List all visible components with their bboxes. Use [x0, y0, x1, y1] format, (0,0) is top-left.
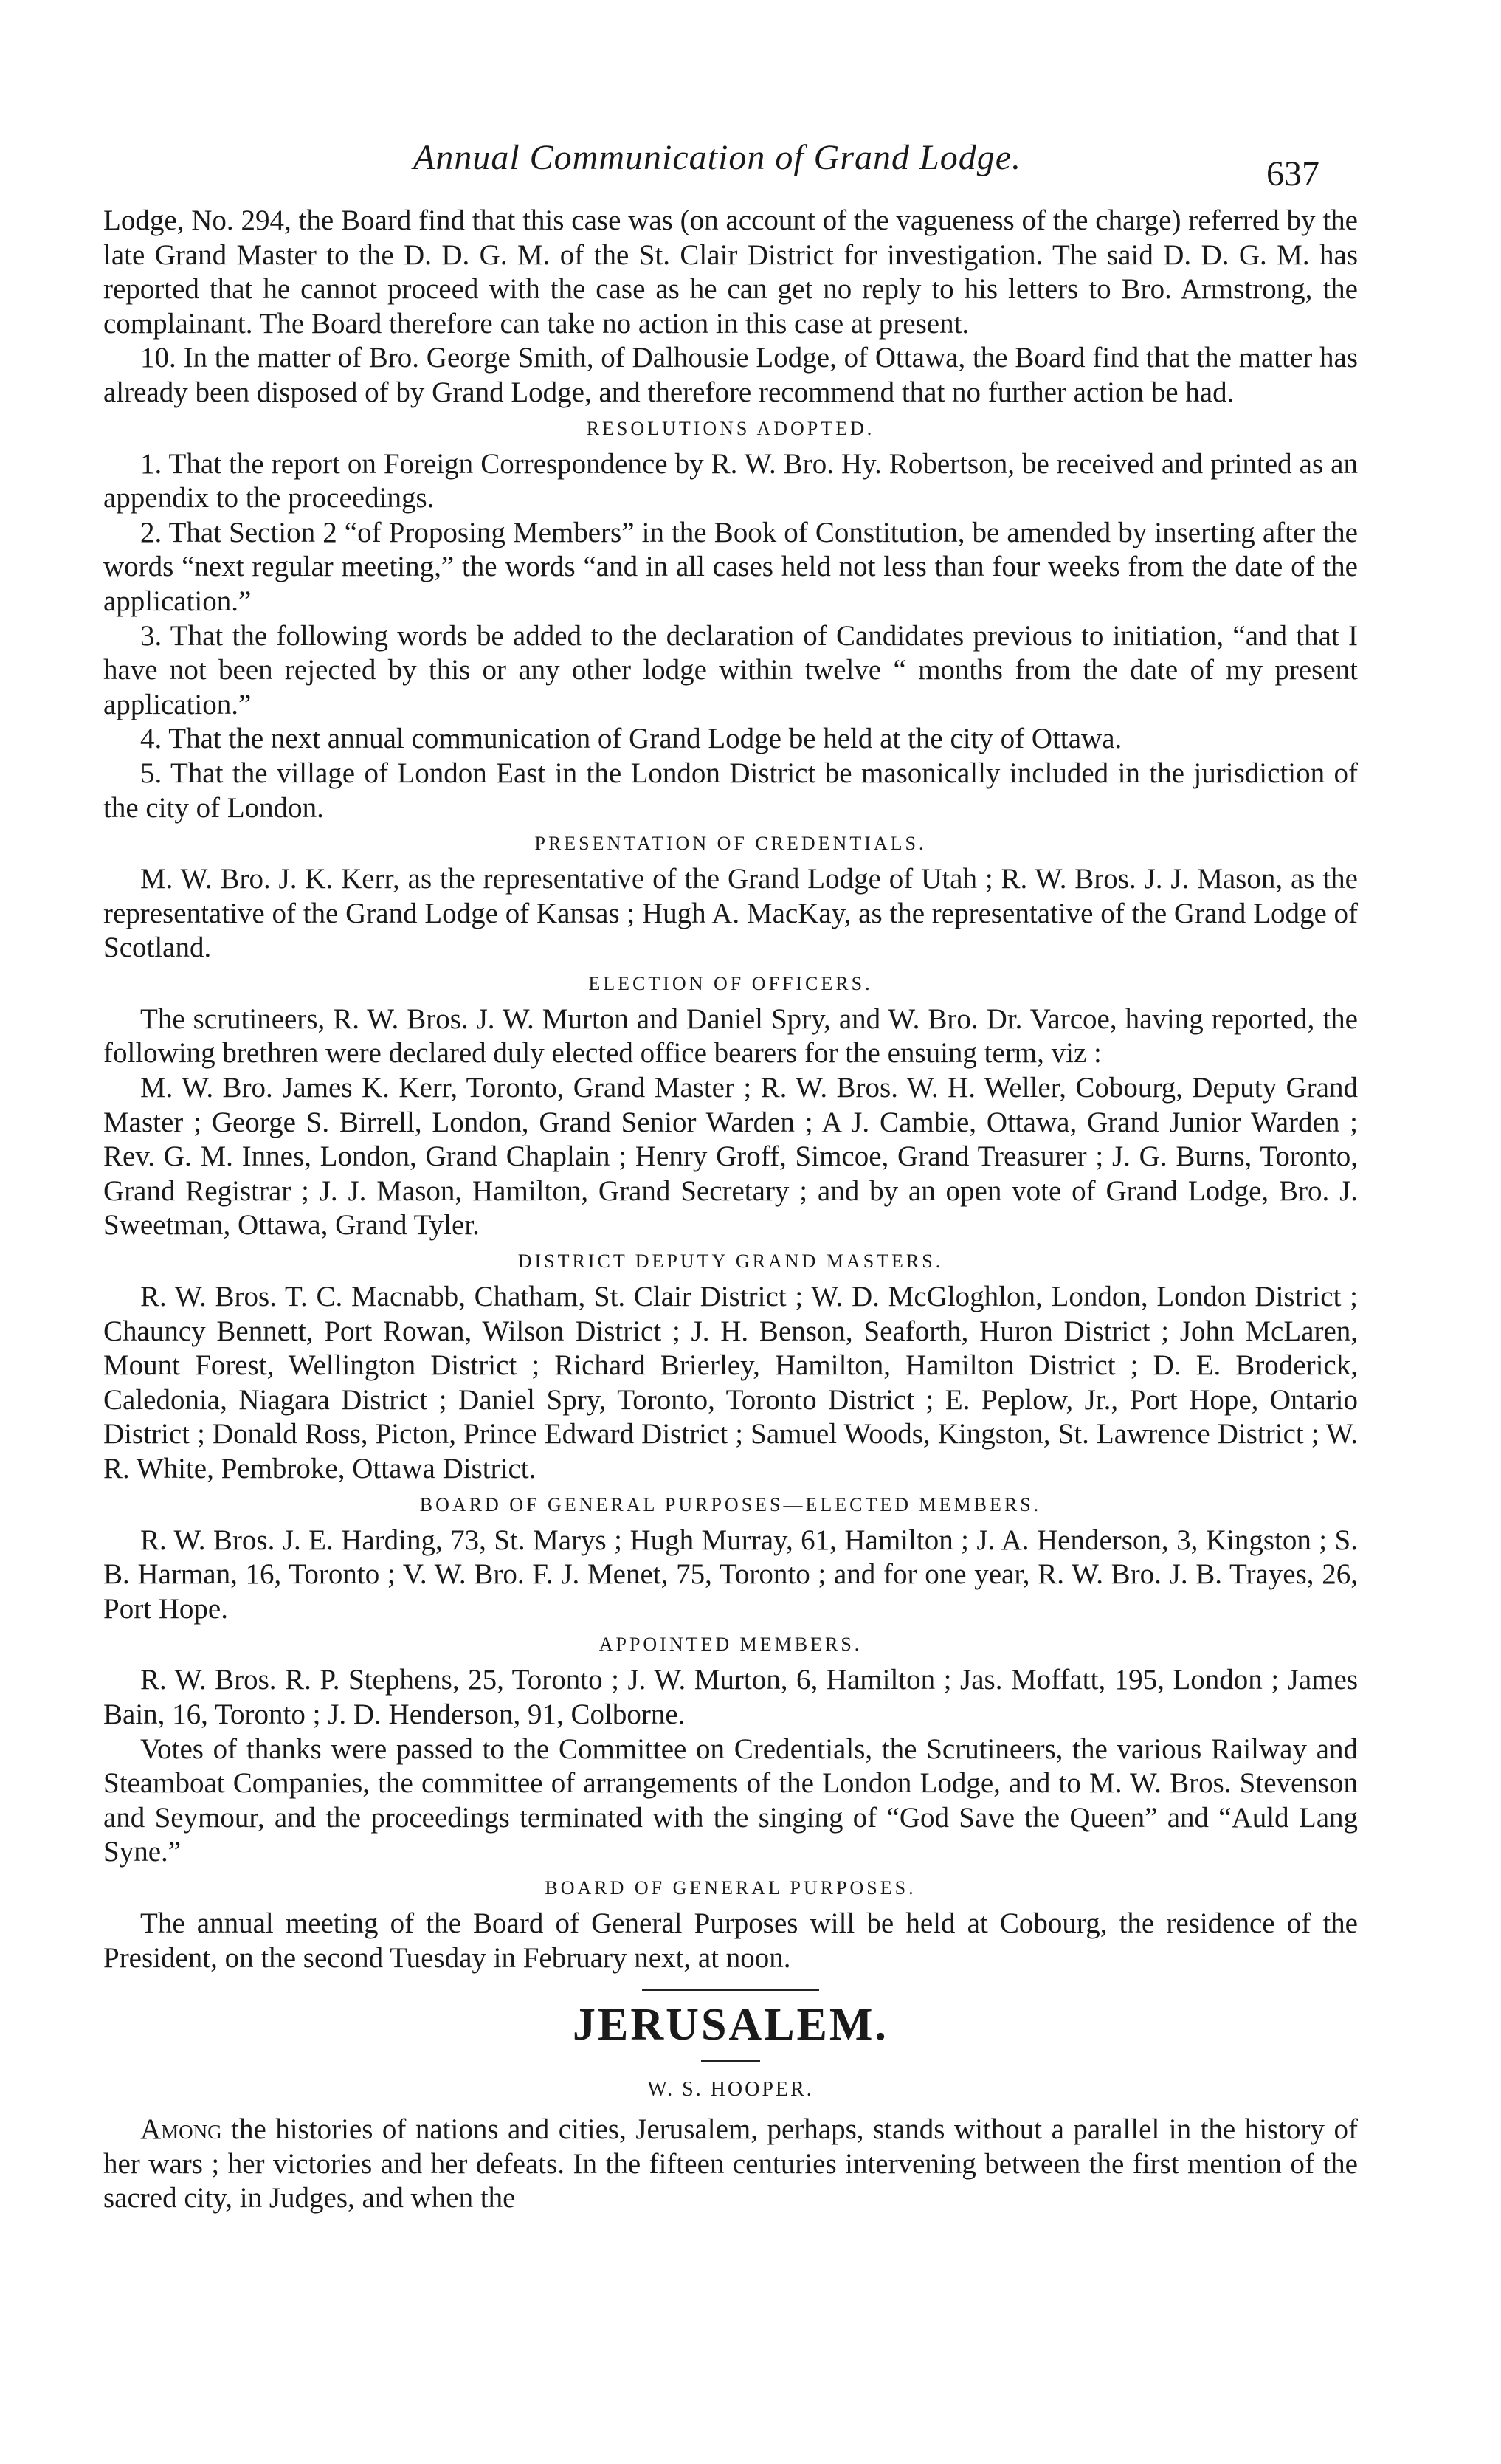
election-heading: ELECTION OF OFFICERS.	[588, 972, 873, 994]
credentials-heading: PRESENTATION OF CREDENTIALS.	[534, 833, 927, 855]
district-deputies-heading: DISTRICT DEPUTY GRAND MASTERS.	[517, 1250, 944, 1273]
board-general-heading: BOARD OF GENERAL PURPOSES.	[545, 1876, 917, 1899]
resolution-5: 5. That the village of London East in the London District be masonically included in the jurisdiction of the city of London.	[103, 757, 1358, 824]
resolution-4: 4. That the next annual communication of Grand Lodge be held at the city of Ottawa.	[140, 723, 1122, 755]
article-opening-paragraph	[103, 2113, 1358, 2216]
article-lead-in: Among	[140, 2113, 222, 2146]
item-10-paragraph: 10. In the matter of Bro. George Smith, of Dalhousie Lodge, of Ottawa, the Board find that the matter has already been disposed of by Grand Lodge, and therefore recommend that no further action be had.	[103, 342, 1358, 408]
board-elected-heading: BOARD OF GENERAL PURPOSES—ELECTED MEMBERS.	[419, 1493, 1042, 1515]
election-paragraph-2: M. W. Bro. James K. Kerr, Toronto, Grand Master ; R. W. Bros. W. H. Weller, Cobourg, Deputy Grand Master ; George S. Birrell, London, Grand Senior Warden ; A J. Cambie, Ottawa, Grand Junior Warden ; Rev. G. M. Innes, London, Grand Chaplain ; Henry Groff, Simcoe, Grand Treasurer ; J. G. Burns, Toronto, Grand Registrar ; J. J. Mason, Hamilton, Grand Secretary ; and by an open vote of Grand Lodge, Bro. J. Sweetman, Ottawa, Grand Tyler.	[103, 1072, 1358, 1242]
resolution-1: 1. That the report on Foreign Correspondence by R. W. Bro. Hy. Robertson, be received and printed as an appendix to the proceedings.	[103, 447, 1358, 515]
article-title: JERUSALEM.	[573, 2000, 888, 2051]
credentials-paragraph: M. W. Bro. J. K. Kerr, as the representative of the Grand Lodge of Utah ; R. W. Bros. J. J. Mason, as the representative of the Grand Lodge of Kansas ; Hugh A. MacKay, as the representative of the Grand Lodge of Scotland.	[103, 863, 1358, 964]
board-elected-paragraph: R. W. Bros. J. E. Harding, 73, St. Marys ; Hugh Murray, 61, Hamilton ; J. A. Henderson, 3, Kingston ; S. B. Harman, 16, Toronto ; V. W. Bro. F. J. Menet, 75, Toronto ; and for one year, R. W. Bro. J. B. Trayes, 26, Port Hope.	[103, 1524, 1358, 1625]
resolution-3: 3. That the following words be added to the declaration of Candidates previous to initiation, “and that I have not been rejected by this or any other lodge within twelve “ months from the date of my present application.”	[103, 619, 1358, 720]
page-header	[0, 137, 1501, 196]
intro-paragraph: Lodge, No. 294, the Board find that this case was (on account of the vagueness of the charge) referred by the late Grand Master to the D. D. G. M. of the St. Clair District for investigation. The said D. D. G. M. has reported that he cannot proceed with the case as he can get no reply to his letters to Bro. Armstrong, the complainant. The Board therefore can take no action in this case at present.	[103, 204, 1358, 340]
board-general-paragraph: The annual meeting of the Board of General Purposes will be held at Cobourg, the residence of the President, on the second Tuesday in February next, at noon.	[103, 1907, 1358, 1974]
resolution-2: 2. That Section 2 “of Proposing Members” in the Book of Constitution, be amended by inserting after the words “next regular meeting,” the words “and in all cases held not less than four weeks from the date of the application.”	[103, 516, 1358, 617]
appointed-heading: APPOINTED MEMBERS.	[598, 1634, 863, 1656]
title-divider	[701, 2060, 760, 2062]
section-divider	[642, 1989, 819, 1991]
article-author: W. S. HOOPER.	[647, 2078, 814, 2102]
votes-of-thanks-paragraph: Votes of thanks were passed to the Committee on Credentials, the Scrutineers, the various Railway and Steamboat Companies, the committee of arrangements of the London Lodge, and to M. W. Bros. Stevenson and Seymour, and the proceedings terminated with the singing of “God Save the Queen” and “Auld Lang Syne.”	[103, 1732, 1358, 1868]
resolutions-heading: RESOLUTIONS ADOPTED.	[586, 417, 875, 439]
running-title: Annual Communication of Grand Lodge.	[413, 138, 1021, 177]
appointed-paragraph: R. W. Bros. R. P. Stephens, 25, Toronto ; J. W. Murton, 6, Hamilton ; Jas. Moffatt, 195, London ; James Bain, 16, Toronto ; J. D. Henderson, 91, Colborne.	[103, 1664, 1358, 1730]
article-opening-text: the histories of nations and cities, Jerusalem, perhaps, stands without a parallel in the history of her wars ; her victories and her defeats. In the fifteen centuries intervening between the first mention of the sacred city, in Judges, and when the	[103, 2113, 1358, 2214]
district-deputies-paragraph: R. W. Bros. T. C. Macnabb, Chatham, St. Clair District ; W. D. McGloghlon, London, London District ; Chauncy Bennett, Port Rowan, Wilson District ; J. H. Benson, Seaforth, Huron District ; John McLaren, Mount Forest, Wellington District ; Richard Brierley, Hamilton, Hamilton District ; D. E. Broderick, Caledonia, Niagara District ; Daniel Spry, Toronto, Toronto District ; E. Peplow, Jr., Port Hope, Ontario District ; Donald Ross, Picton, Prince Edward District ; Samuel Woods, Kingston, St. Lawrence District ; W. R. White, Pembroke, Ottawa District.	[103, 1281, 1358, 1484]
page-number: 637	[1266, 154, 1319, 193]
election-paragraph-1: The scrutineers, R. W. Bros. J. W. Murton and Daniel Spry, and W. Bro. Dr. Varcoe, having reported, the following brethren were declared duly elected office bearers for the ensuing term, viz :	[103, 1002, 1358, 1070]
page-body	[103, 204, 1358, 2216]
